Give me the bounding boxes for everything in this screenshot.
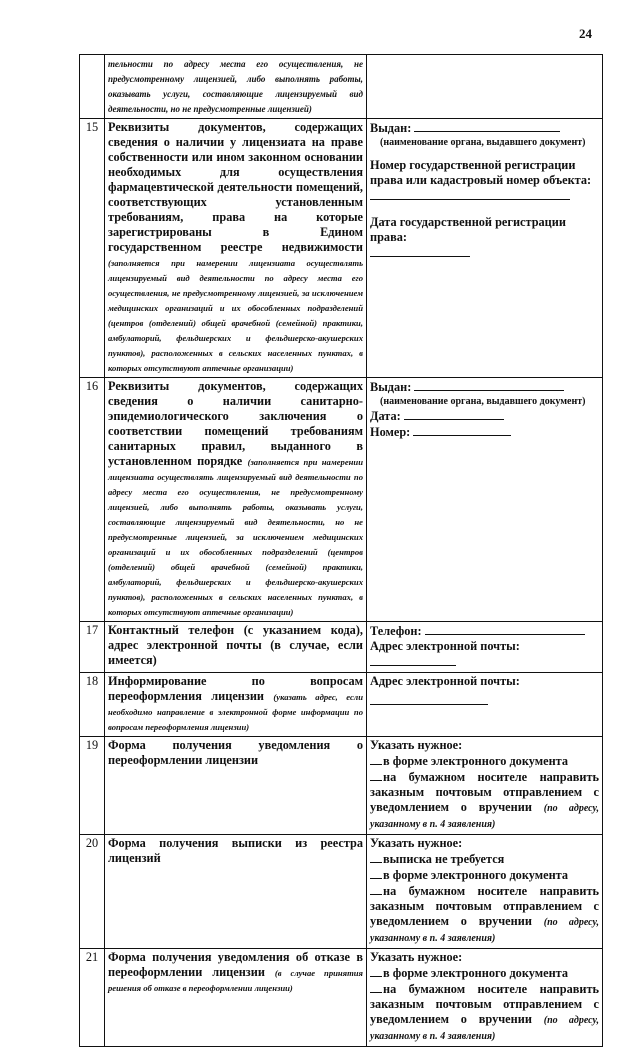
issued-field[interactable] [370, 120, 599, 136]
table-row-20 [80, 835, 603, 949]
option-electronic[interactable] [370, 753, 599, 769]
row-number: 18 [80, 673, 105, 737]
option-electronic[interactable] [370, 867, 599, 883]
reg-number-blank[interactable] [370, 188, 570, 200]
email-blank[interactable] [370, 693, 488, 705]
phone-blank[interactable] [425, 623, 585, 635]
email-label: Адрес электронной почты: [370, 674, 520, 688]
row-title: Информирование по вопросам переоформления лицензии [108, 674, 363, 703]
phone-label: Телефон: [370, 624, 422, 638]
application-form-table [79, 54, 603, 1047]
table-row-15 [80, 119, 603, 378]
choose-label: Указать нужное: [370, 950, 463, 964]
row-number-cell [80, 55, 105, 119]
issued-hint: (наименование органа, выдавшего документ) [380, 396, 586, 407]
row-title: Контактный телефон (с указанием кода), адрес электронной почты (в случае, если имеется) [108, 623, 363, 667]
row-description-cell [105, 119, 367, 378]
table-row-16 [80, 378, 603, 622]
row-title: Реквизиты документов, содержащих сведения о наличии у лицензиата на праве собственности или ином законном основании необходимых для осуществления фармацевтической деятельности помещений, соответствующих установленным требованиям, права на которые зарегистрированы в Едином государственном реестре недвижимости [108, 120, 363, 254]
option-label: в форме электронного документа [383, 966, 568, 980]
email-label: Адрес электронной почты: [370, 639, 520, 653]
option-label: выписка не требуется [383, 852, 505, 866]
option-note: (по адресу, указанному в п. 4 заявления) [370, 803, 599, 830]
phone-field[interactable] [370, 623, 599, 639]
issued-field[interactable] [370, 379, 599, 395]
row-title: Форма получения выписки из реестра лицензий [108, 836, 363, 865]
reg-date-blank[interactable] [370, 245, 470, 257]
row-value-cell [367, 119, 603, 378]
row-note: (указать адрес, если необходимо направление в электронной форме информации по вопросам переоформления лицензии) [108, 692, 364, 732]
option-checkbox[interactable] [370, 883, 382, 895]
row-title: Форма получения уведомления о переоформлении лицензии [108, 738, 363, 767]
option-label: в форме электронного документа [383, 754, 568, 768]
option-electronic[interactable] [370, 965, 599, 981]
option-label: в форме электронного документа [383, 868, 568, 882]
option-not-required[interactable] [370, 851, 599, 867]
reg-date-label: Дата государственной регистрации права: [370, 215, 566, 244]
table-row-continuation [80, 55, 603, 119]
row-number: 17 [80, 622, 105, 673]
row-note: (заполняется при намерении лицензиата осуществлять лицензируемый вид деятельности по адресу места его осуществления, не предусмотренному лицензией, за исключением медицинских организаций и их обособленных подразделений (центров (отделений) общей врачебной (семейной) практики, амбулаторий, фельдшерских и фельдшерско-акушерских пунктов), расположенных в сельских населенных пунктах, в которых отсутствуют аптечные организации) [108, 258, 363, 373]
row-number: 21 [80, 949, 105, 1047]
number-field[interactable] [370, 424, 599, 440]
choose-label: Указать нужное: [370, 836, 463, 850]
row-note: (в случае принятия решения об отказе в переоформлении лицензии) [108, 968, 363, 993]
row-value-cell [367, 378, 603, 622]
reg-number-label: Номер государственной регистрации права или кадастровый номер объекта: [370, 158, 592, 187]
option-checkbox[interactable] [370, 753, 382, 765]
date-field[interactable] [370, 408, 599, 424]
option-paper[interactable] [370, 981, 599, 1044]
option-checkbox[interactable] [370, 867, 382, 879]
table-row-21 [80, 949, 603, 1047]
row-number: 16 [80, 378, 105, 622]
row-title: Реквизиты документов, содержащих сведения о наличии санитарно-эпидемиологического заключения о соответствии помещений требованиям санитарных правил, выданного в установленном порядке [108, 379, 363, 468]
number-blank[interactable] [413, 424, 511, 436]
row-value-cell [367, 949, 603, 1047]
row-description-cell [105, 949, 367, 1047]
row-description-cell [105, 378, 367, 622]
option-checkbox[interactable] [370, 851, 382, 863]
issued-label: Выдан: [370, 380, 412, 394]
row-description-cell [105, 835, 367, 949]
email-blank[interactable] [370, 654, 456, 666]
row-value-cell [367, 622, 603, 673]
continuation-note: тельности по адресу места его осуществления, не предусмотренному лицензией, либо выполнять работы, оказывать услуги, составляющие лицензируемый вид деятельности, но не предусмотренные лицензией) [108, 59, 363, 114]
option-paper[interactable] [370, 883, 599, 946]
table-row-18 [80, 673, 603, 737]
option-label: на бумажном носителе направить заказным почтовым отправлением с уведомлением о вручении [370, 770, 599, 814]
number-label: Номер: [370, 425, 411, 439]
row-value-cell [367, 55, 603, 119]
table-row-17 [80, 622, 603, 673]
option-checkbox[interactable] [370, 965, 382, 977]
table-row-19 [80, 737, 603, 835]
option-label: на бумажном носителе направить заказным почтовым отправлением с уведомлением о вручении [370, 982, 599, 1026]
option-paper[interactable] [370, 769, 599, 832]
row-number: 19 [80, 737, 105, 835]
row-value-cell [367, 737, 603, 835]
date-blank[interactable] [404, 408, 504, 420]
row-number: 20 [80, 835, 105, 949]
row-note: (заполняется при намерении лицензиата осуществлять лицензируемый вид деятельности по адресу места его осуществления, не предусмотренному лицензией, либо выполнять работы, оказывать услуги, составляющие лицензируемый вид деятельности, но не предусмотренные лицензией, за исключением медицинских организаций и их обособленных подразделений (центров (отделений) общей врачебной (семейной) практики, амбулаторий, фельдшерских и фельдшерско-акушерских пунктов), расположенных в сельских населенных пунктах, в которых отсутствуют аптечные организации) [108, 457, 363, 617]
option-checkbox[interactable] [370, 769, 382, 781]
issued-label: Выдан: [370, 121, 412, 135]
issued-blank[interactable] [414, 120, 560, 132]
row-number: 15 [80, 119, 105, 378]
row-value-cell [367, 673, 603, 737]
date-label: Дата: [370, 409, 401, 423]
email-field[interactable] [370, 639, 599, 670]
row-description-cell [105, 622, 367, 673]
row-title: Форма получения уведомления об отказе в переоформлении лицензии [108, 950, 363, 979]
option-note: (по адресу, указанному в п. 4 заявления) [370, 917, 599, 944]
issued-hint: (наименование органа, выдавшего документ) [380, 137, 586, 148]
row-description-cell [105, 673, 367, 737]
option-label: на бумажном носителе направить заказным почтовым отправлением с уведомлением о вручении [370, 884, 599, 928]
option-note: (по адресу, указанному в п. 4 заявления) [370, 1015, 599, 1042]
option-checkbox[interactable] [370, 981, 382, 993]
row-description-cell [105, 737, 367, 835]
row-value-cell [367, 835, 603, 949]
row-description-cell [105, 55, 367, 119]
issued-blank[interactable] [414, 379, 564, 391]
page-number: 24 [579, 26, 592, 41]
choose-label: Указать нужное: [370, 738, 463, 752]
